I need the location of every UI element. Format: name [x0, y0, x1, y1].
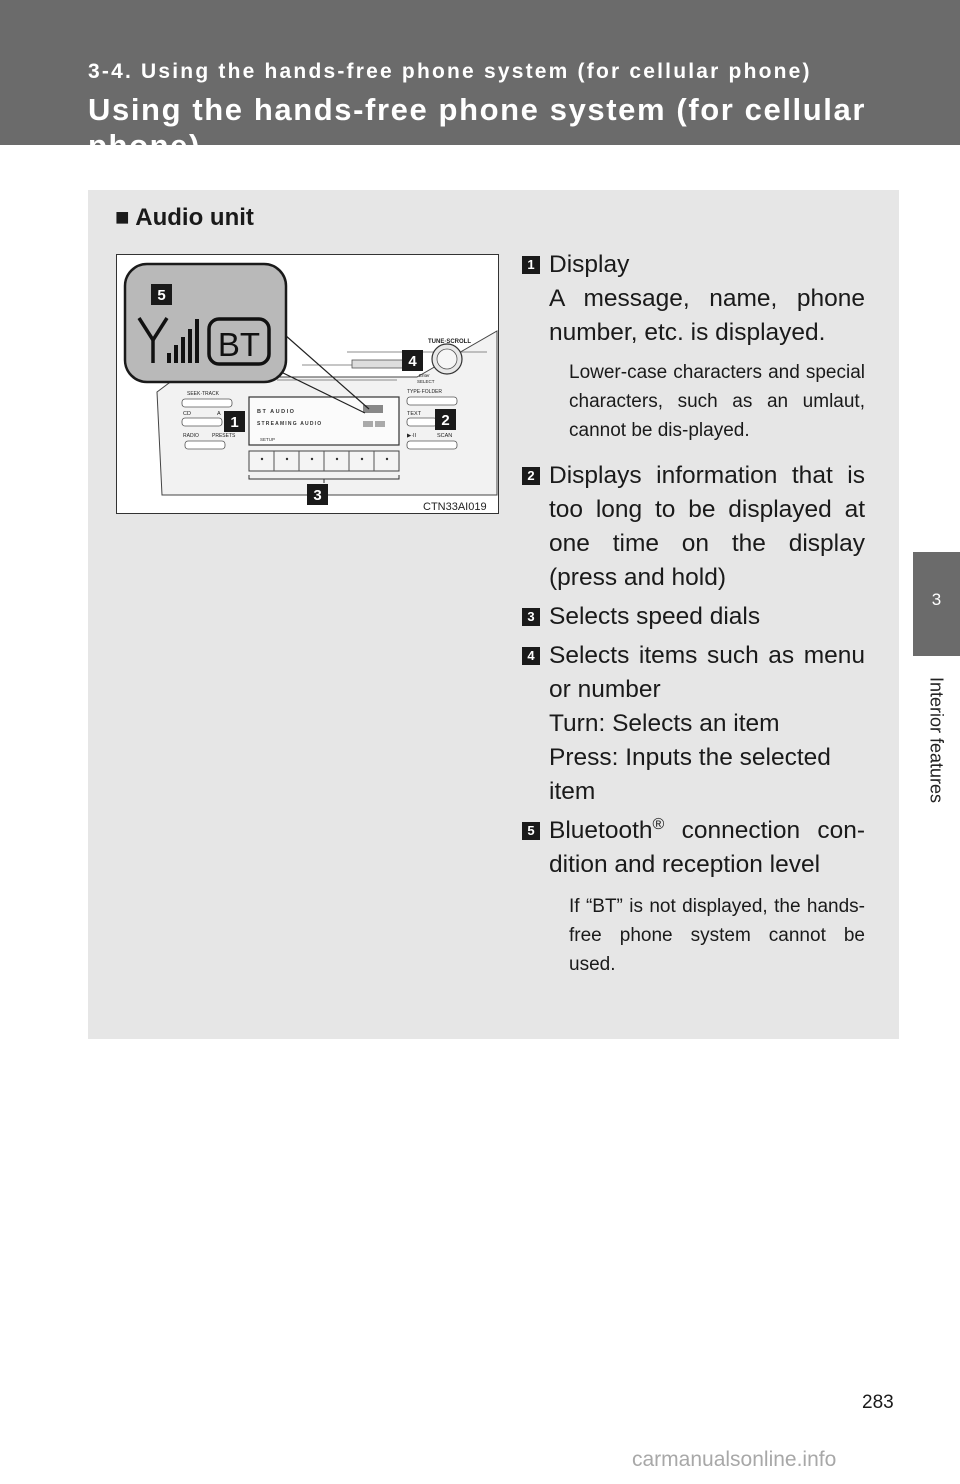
- chapter-tab: [913, 552, 960, 656]
- callout-marker-5: 5: [522, 822, 540, 840]
- item-text: too long to be displayed at: [549, 496, 865, 523]
- display-line-2: STREAMING AUDIO: [257, 421, 323, 427]
- enter-label: Enter: [419, 373, 430, 378]
- watermark: carmanualsonline.info: [632, 1448, 837, 1471]
- item-text: (press and hold): [549, 564, 727, 591]
- radio-label: RADIO: [183, 433, 199, 439]
- scan-label: SCAN: [437, 433, 453, 439]
- page-title: Using the hands-free phone system (for cellular phone): [88, 92, 867, 163]
- list-item: [522, 814, 865, 882]
- item-text: A message, name, phone: [549, 285, 865, 312]
- callout-2: 2: [441, 412, 450, 429]
- figure-code: CTN33AI019: [423, 501, 487, 513]
- callout-marker-3: 3: [522, 608, 540, 626]
- item-text: number, etc. is displayed.: [549, 319, 826, 346]
- callout-5: 5: [157, 287, 166, 304]
- chapter-number: 3: [931, 590, 942, 609]
- list-item: [522, 459, 865, 595]
- list-item: [522, 248, 865, 350]
- list-item: [522, 600, 865, 634]
- a-label: A: [217, 411, 221, 417]
- callout-1: 1: [230, 414, 239, 431]
- item-text: Selects items such as menu: [549, 642, 865, 669]
- type-folder-label: TYPE·FOLDER: [407, 389, 443, 395]
- header-bar: [0, 0, 960, 163]
- display-line-1: BT AUDIO: [257, 409, 296, 415]
- tune-scroll-label: TUNE·SCROLL: [428, 339, 471, 345]
- callout-marker-1: 1: [522, 256, 540, 274]
- bt-indicator: BT: [217, 326, 261, 363]
- callout-descriptions: [522, 248, 865, 979]
- item-text: Turn: Selects an item: [549, 710, 780, 737]
- callout-marker-4: 4: [522, 647, 540, 665]
- select-label: SELECT: [417, 379, 435, 384]
- item-note: Lower-case characters and special characters, such as an umlaut, cannot be dis-played.: [569, 362, 865, 441]
- text-label: TEXT: [407, 411, 422, 417]
- section-heading: 3-4. Using the hands-free phone system (for cellular phone): [88, 60, 812, 83]
- list-item: [522, 639, 865, 809]
- cd-label: CD: [183, 411, 191, 417]
- item-text: or number: [549, 676, 661, 703]
- item-text: Selects speed dials: [549, 603, 761, 630]
- item-text: Displays information that is: [549, 462, 865, 489]
- chapter-label: Interior features: [926, 676, 947, 804]
- callout-3: 3: [313, 487, 322, 504]
- item-text: Display: [549, 251, 630, 278]
- item-note: If “BT” is not displayed, the hands-free phone system cannot be used.: [569, 896, 865, 975]
- setup-label: SETUP: [260, 437, 276, 442]
- callout-4: 4: [408, 353, 417, 370]
- item-text: Bluetooth® connection con-: [549, 815, 865, 844]
- item-text: item: [549, 778, 596, 805]
- audio-unit-figure: [116, 254, 499, 514]
- seek-track-label: SEEK·TRACK: [187, 391, 219, 397]
- play-pause-label: ▶·II: [407, 433, 417, 439]
- page-number: 283: [862, 1392, 894, 1413]
- section-title: ■ Audio unit: [115, 204, 254, 231]
- presets-label: PRESETS: [212, 433, 236, 439]
- callout-marker-2: 2: [522, 467, 540, 485]
- item-text: dition and reception level: [549, 851, 821, 878]
- item-text: Press: Inputs the selected: [549, 744, 831, 771]
- item-text: one time on the display: [549, 530, 865, 557]
